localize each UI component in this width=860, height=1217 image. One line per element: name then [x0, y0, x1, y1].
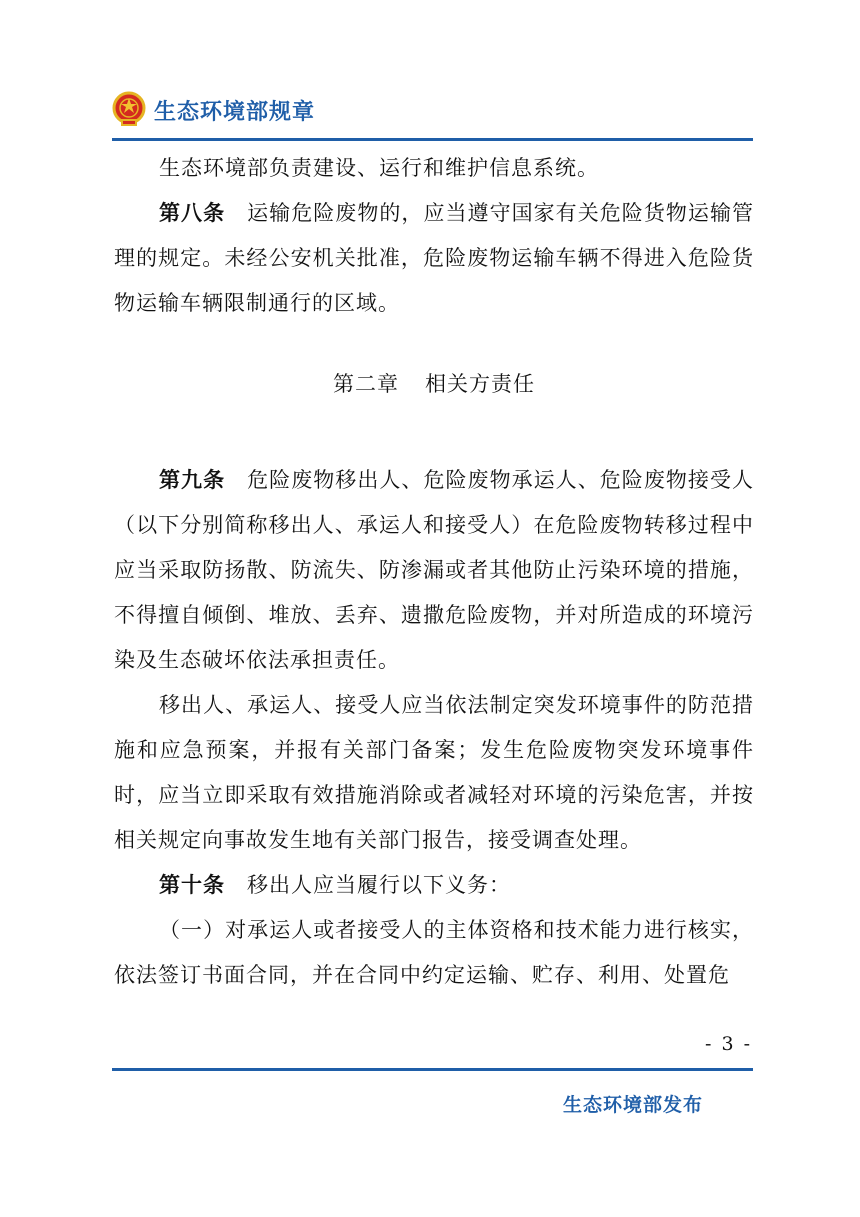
header-rule [112, 138, 753, 141]
national-emblem-icon [112, 91, 146, 129]
footer-publisher: 生态环境部发布 [563, 1094, 704, 1116]
list-item: （一）对承运人或者接受人的主体资格和技术能力进行核实，依法签订书面合同，并在合同中约定运输、贮存、利用、处置危 [114, 918, 754, 987]
page-number: - 3 - [704, 1033, 752, 1055]
article-label: 第十条 [159, 873, 225, 897]
chapter-number: 第二章 [333, 372, 399, 396]
chapter-title: 相关方责任 [425, 372, 535, 396]
article-8 [114, 191, 754, 326]
article-label: 第九条 [159, 468, 226, 492]
document-body-bottom [114, 458, 754, 998]
page-header [112, 88, 315, 132]
paragraph: 移出人、承运人、接受人应当依法制定突发环境事件的防范措施和应急预案，并报有关部门备案；发生危险废物突发环境事件时，应当立即采取有效措施消除或者减轻对环境的污染危害，并按相关规定向事故发生地有关部门报告，接受调查处理。 [114, 693, 754, 852]
chapter-heading [114, 368, 754, 398]
header-title: 生态环境部规章 [154, 99, 316, 125]
footer-rule [112, 1068, 753, 1071]
article-10 [114, 863, 754, 908]
article-text: 运输危险废物的，应当遵守国家有关危险货物运输管理的规定。未经公安机关批准，危险废物运输车辆不得进入危险货物运输车辆限制通行的区域。 [114, 201, 755, 315]
article-text: 危险废物移出人、危险废物承运人、危险废物接受人（以下分别简称移出人、承运人和接受人）在危险废物转移过程中应当采取防扬散、防流失、防渗漏或者其他防止污染环境的措施，不得擅自倾倒、堆放、丢弃、遗撒危险废物，并对所造成的环境污染及生态破坏依法承担责任。 [114, 468, 755, 672]
paragraph: 生态环境部负责建设、运行和维护信息系统。 [159, 156, 599, 180]
article-label: 第八条 [159, 201, 226, 225]
article-9 [114, 458, 754, 683]
document-body-top [114, 146, 754, 326]
article-text: 移出人应当履行以下义务： [247, 873, 511, 897]
